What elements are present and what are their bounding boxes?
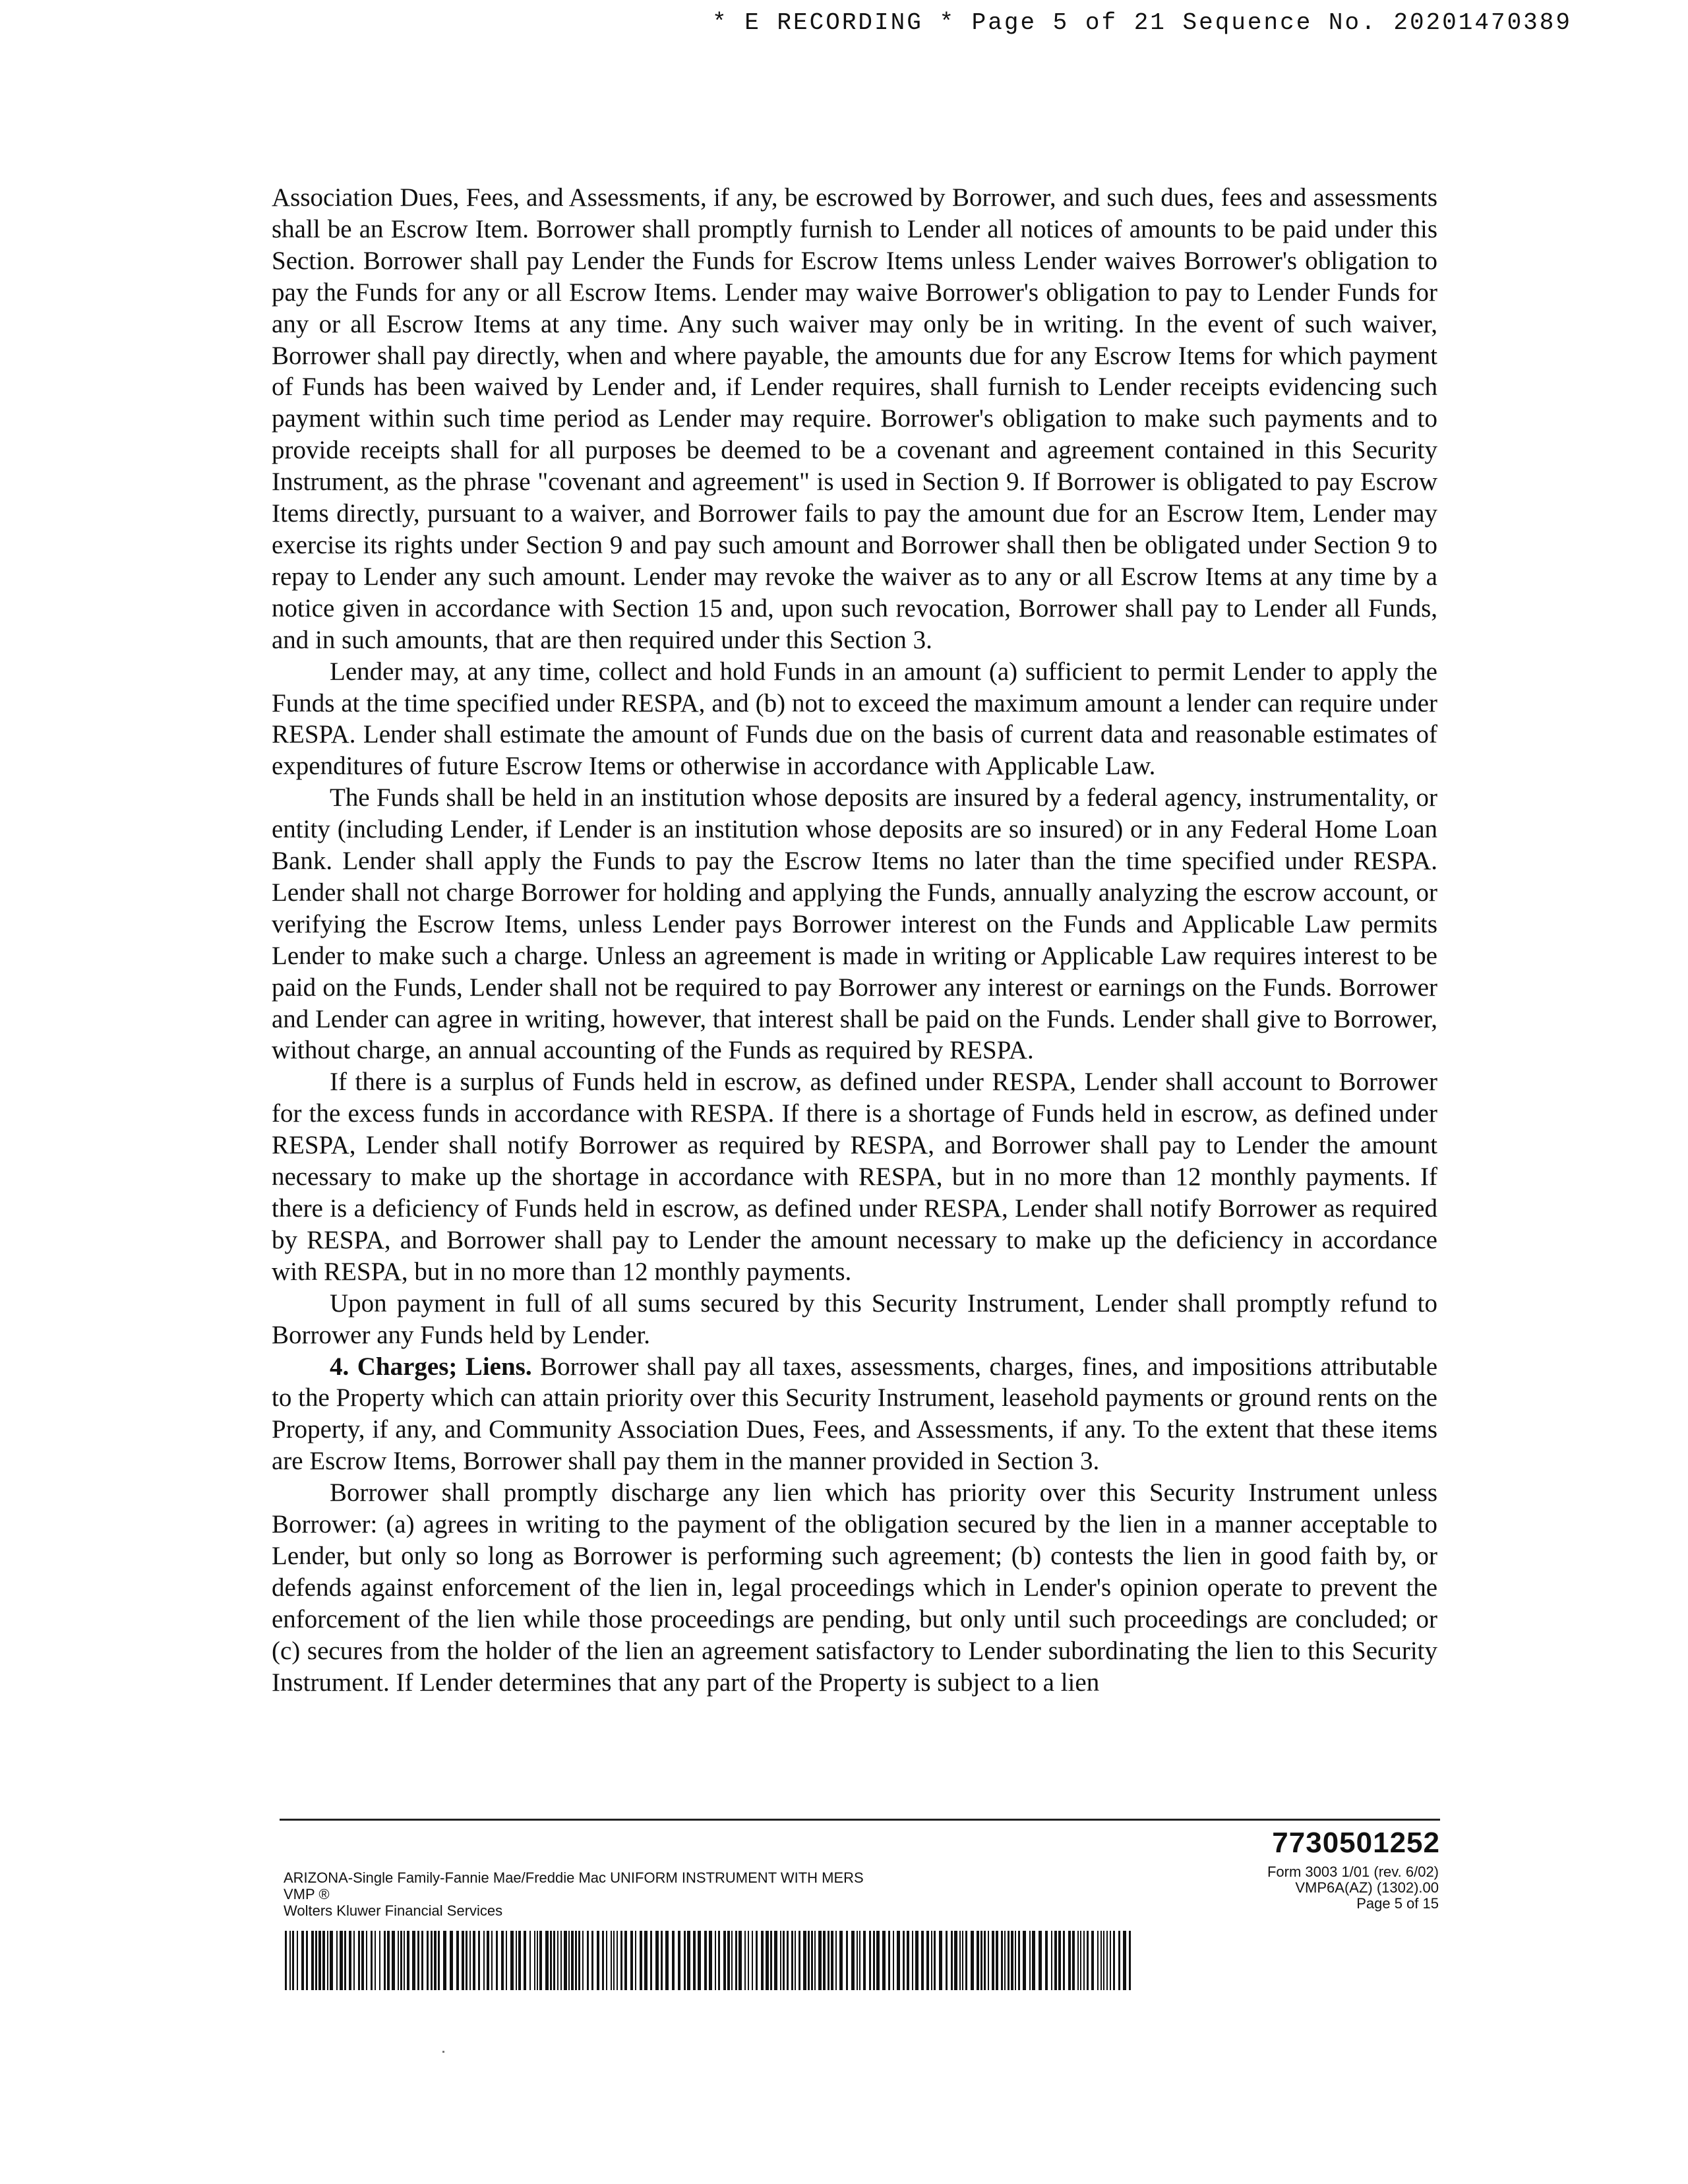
- section-heading: 4. Charges; Liens.: [330, 1352, 532, 1381]
- paragraph: Borrower shall promptly discharge any lien which has priority over this Security Instrument unless Borrower: (a) agrees in writing to the payment of the obligation secured by the lien in a manner acceptable to Lender, but only so long as Borrower is performing such agreement; (b) contests the lien in good faith by, or defends against enforcement of the lien in, legal proceedings which in Lender's opinion operate to prevent the enforcement of the lien while those proceedings are pending, but only until such proceedings are concluded; or (c) secures from the holder of the lien an agreement satisfactory to Lender subordinating the lien to this Security Instrument. If Lender determines that any part of the Property is subject to a lien: [272, 1478, 1437, 1697]
- barcode-image: [285, 1931, 1135, 1990]
- recording-header: * E RECORDING * Page 5 of 21 Sequence No. 20201470389: [712, 9, 1572, 36]
- publisher: Wolters Kluwer Financial Services: [284, 1902, 503, 1919]
- footer-form-info: [284, 1869, 864, 1919]
- form-code: VMP6A(AZ) (1302).00: [1295, 1879, 1439, 1896]
- form-page: Page 5 of 15: [1356, 1895, 1439, 1912]
- paragraph: Upon payment in full of all sums secured by this Security Instrument, Lender shall promptly refund to Borrower any Funds held by Lender.: [272, 1289, 1437, 1349]
- scan-speck: [442, 2051, 444, 2053]
- form-title: ARIZONA-Single Family-Fannie Mae/Freddie Mac UNIFORM INSTRUMENT WITH MERS: [284, 1869, 864, 1886]
- paragraph: Association Dues, Fees, and Assessments, if any, be escrowed by Borrower, and such dues, fees and assessments shall be an Escrow Item. Borrower shall promptly furnish to Lender all notices of amounts to be paid under this Section. Borrower shall pay Lender the Funds for Escrow Items unless Lender waives Borrower's obligation to pay the Funds for any or all Escrow Items. Lender may waive Borrower's obligation to pay to Lender Funds for any or all Escrow Items at any time. Any such waiver may only be in writing. In the event of such waiver, Borrower shall pay directly, when and where payable, the amounts due for any Escrow Items for which payment of Funds has been waived by Lender and, if Lender requires, shall furnish to Lender receipts evidencing such payment within such time period as Lender may require. Borrower's obligation to make such payments and to provide receipts shall for all purposes be deemed to be a covenant and agreement contained in this Security Instrument, as the phrase "covenant and agreement" is used in Section 9. If Borrower is obligated to pay Escrow Items directly, pursuant to a waiver, and Borrower fails to pay the amount due for an Escrow Item, Lender may exercise its rights under Section 9 and pay such amount and Borrower shall then be obligated under Section 9 to repay to Lender any such amount. Lender may revoke the waiver as to any or all Escrow Items at any time by a notice given in accordance with Section 15 and, upon such revocation, Borrower shall pay to Lender all Funds, and in such amounts, that are then required under this Section 3.: [272, 183, 1437, 654]
- paragraph: The Funds shall be held in an institution whose deposits are insured by a federal agency, instrumentality, or entity (including Lender, if Lender is an institution whose deposits are so insured) or in any Federal Home Loan Bank. Lender shall apply the Funds to pay the Escrow Items no later than the time specified under RESPA. Lender shall not charge Borrower for holding and applying the Funds, annually analyzing the escrow account, or verifying the Escrow Items, unless Lender pays Borrower interest on the Funds and Applicable Law permits Lender to make such a charge. Unless an agreement is made in writing or Applicable Law requires interest to be paid on the Funds, Lender shall not be required to pay Borrower any interest or earnings on the Funds. Borrower and Lender can agree in writing, however, that interest shall be paid on the Funds. Lender shall give to Borrower, without charge, an annual accounting of the Funds as required by RESPA.: [272, 783, 1437, 1065]
- footer-form-number: [1267, 1864, 1439, 1912]
- paragraph: If there is a surplus of Funds held in escrow, as defined under RESPA, Lender shall account to Borrower for the excess funds in accordance with RESPA. If there is a shortage of Funds held in escrow, as defined under RESPA, Lender shall notify Borrower as required by RESPA, and Borrower shall pay to Lender the amount necessary to make up the shortage in accordance with RESPA, but in no more than 12 monthly payments. If there is a deficiency of Funds held in escrow, as defined under RESPA, Lender shall notify Borrower as required by RESPA, and Borrower shall pay to Lender the amount necessary to make up the deficiency in accordance with RESPA, but in no more than 12 monthly payments.: [272, 1068, 1437, 1286]
- paragraph: Lender may, at any time, collect and hold Funds in an amount (a) sufficient to permit Lender to apply the Funds at the time specified under RESPA, and (b) not to exceed the maximum amount a lender can require under RESPA. Lender shall estimate the amount of Funds due on the basis of current data and reasonable estimates of expenditures of future Escrow Items or otherwise in accordance with Applicable Law.: [272, 657, 1437, 781]
- loan-number: 7730501252: [1272, 1827, 1440, 1859]
- document-body: [272, 182, 1437, 1699]
- paragraph-text: Borrower shall pay all taxes, assessments, charges, fines, and impositions attributable to the Property which can attain priority over this Security Instrument, leasehold payments or ground rents on the Property, if any, and Community Association Dues, Fees, and Assessments, if any. To the extent that these items are Escrow Items, Borrower shall pay them in the manner provided in Section 3.: [272, 1352, 1438, 1476]
- paragraph-charges-liens: [272, 1351, 1437, 1478]
- footer-divider: [280, 1819, 1440, 1821]
- vmp-mark: VMP ®: [284, 1886, 330, 1902]
- form-number: Form 3003 1/01 (rev. 6/02): [1267, 1864, 1439, 1880]
